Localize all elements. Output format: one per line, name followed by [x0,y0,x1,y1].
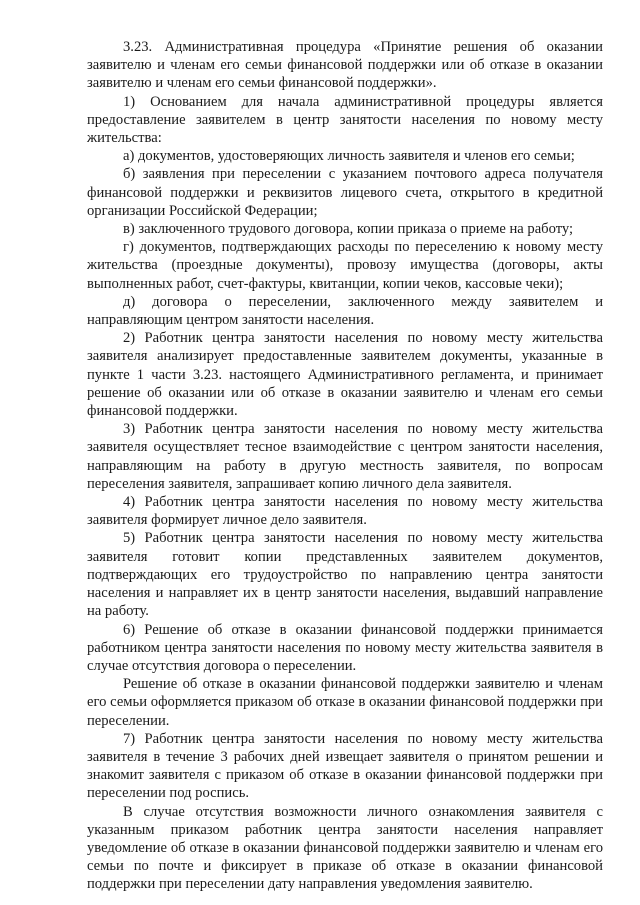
section-heading-3-23: 3.23. Административная процедура «Принятие решения об оказании заявителю и членам его семьи финансовой поддержки или об отказе в оказании заявителю и членам его семьи финансовой поддержки». [87,39,603,92]
paragraph-item-5: 5) Работник центра занятости населения по новому месту жительства заявителя готовит копии представленных заявителем документов, подтверждающих его трудоустройство по направлению центра занятости населения и направляет их в центр занятости населения, выдавший направление на работу. [87,530,603,620]
document-page [87,38,603,894]
paragraph-item-1: 1) Основанием для начала административной процедуры является предоставление заявителем в центр занятости населения по новому месту жительства: [87,93,603,147]
paragraph-item-6: 6) Решение об отказе в оказании финансовой поддержки принимается работником центра занятости населения по новому месту жительства заявителя в случае отсутствия договора о переселении. [87,621,603,674]
paragraph-item-7: 7) Работник центра занятости населения по новому месту жительства заявителя в течение 3 рабочих дней извещает заявителя о принятом решении и знакомит заявителя с приказом об отказе в оказании финансовой поддержки при переселении под роспись. [87,730,603,802]
paragraph-subitem-b: б) заявления при переселении с указанием почтового адреса получателя финансовой поддержки и реквизитов лицевого счета, открытого в кредитной организации Российской Федерации; [87,166,603,219]
paragraph-subitem-d: д) договора о переселении, заключенного между заявителем и направляющим центром занятости населения. [87,293,603,329]
paragraph-notification: В случае отсутствия возможности личного ознакомления заявителя с указанным приказом работник центра занятости населения направляет уведомление об отказе в оказании финансовой поддержки заявителю и членам его семьи по почте и фиксирует в приказе об отказе в оказании финансовой поддержки при переселении дату направления уведомления заявителю. [87,803,603,893]
paragraph-subitem-a: а) документов, удостоверяющих личность заявителя и членов его семьи; [123,148,575,165]
paragraph-item-3: 3) Работник центра занятости населения по новому месту жительства заявителя осуществляет тесное взаимодействие с центром занятости населения, направляющим на работу в другую местность заявителя, по вопросам переселения заявителя, запрашивает копию личного дела заявителя. [87,421,603,492]
paragraph-item-2: 2) Работник центра занятости населения по новому месту жительства заявителя анализирует предоставленные заявителем документы, указанные в пункте 1 части 3.23. настоящего Административного регламента, и принимает решение об оказании или об отказе в оказании заявителю и членам его семьи финансовой поддержки. [87,330,603,420]
paragraph-item-4: 4) Работник центра занятости населения по новому месту жительства заявителя формирует личное дело заявителя. [87,494,603,529]
paragraph-subitem-v: в) заключенного трудового договора, копии приказа о приеме на работу; [123,221,574,238]
paragraph-subitem-g: г) документов, подтверждающих расходы по переселению к новому месту жительства (проездные документы), провозу имущества (договоры, акты выполненных работ, счет-фактуры, квитанции, копии чеков, кассовые чеки); [87,239,603,292]
paragraph-refusal-order: Решение об отказе в оказании финансовой поддержки заявителю и членам его семьи оформляется приказом об отказе в оказании финансовой поддержки при переселении. [87,676,603,729]
